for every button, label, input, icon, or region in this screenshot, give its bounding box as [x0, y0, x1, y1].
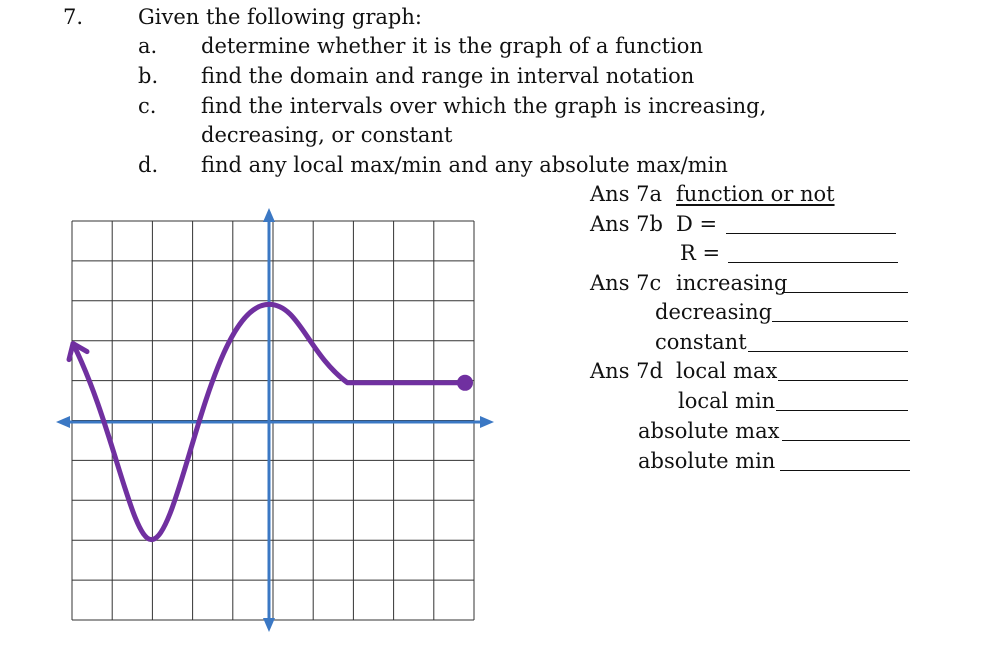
ans-7d-label: Ans 7d [590, 359, 663, 383]
part-c-text: find the intervals over which the graph is increasing, [201, 94, 767, 118]
ans-7c-increasing: increasing [676, 271, 788, 295]
curve-end-closed-dot [457, 375, 473, 391]
part-b-text: find the domain and range in interval notation [201, 64, 695, 88]
ans-7d-absolute-max: absolute max [638, 419, 780, 443]
problem-intro: Given the following graph: [138, 5, 422, 29]
ans-7d-local-min: local min [678, 389, 776, 413]
y-axis-bottom-arrow [263, 618, 275, 632]
part-b-label: b. [138, 64, 159, 88]
ans-7d-local-max: local max [676, 359, 778, 383]
part-a-text: determine whether it is the graph of a function [201, 34, 703, 58]
part-c-text-continued: decreasing, or constant [201, 123, 453, 147]
part-d-label: d. [138, 153, 159, 177]
x-axis-left-arrow [56, 416, 70, 428]
part-c-label: c. [138, 94, 157, 118]
ans-7d-absolute-min: absolute min [638, 449, 776, 473]
ans-7a-label: Ans 7a [590, 182, 663, 206]
ans-7c-decreasing: decreasing [655, 300, 773, 324]
y-axis-top-arrow [263, 208, 275, 222]
ans-7b-range: R = [680, 241, 721, 265]
part-d-text: find any local max/min and any absolute max/min [201, 153, 728, 177]
ans-7c-constant: constant [655, 330, 747, 354]
problem-number: 7. [63, 5, 84, 29]
part-a-label: a. [138, 34, 158, 58]
x-axis-right-arrow [480, 416, 494, 428]
ans-7a-text: function or not [676, 182, 835, 206]
ans-7b-label: Ans 7b [590, 212, 663, 236]
ans-7b-domain: D = [676, 212, 718, 236]
ans-7c-label: Ans 7c [590, 271, 662, 295]
